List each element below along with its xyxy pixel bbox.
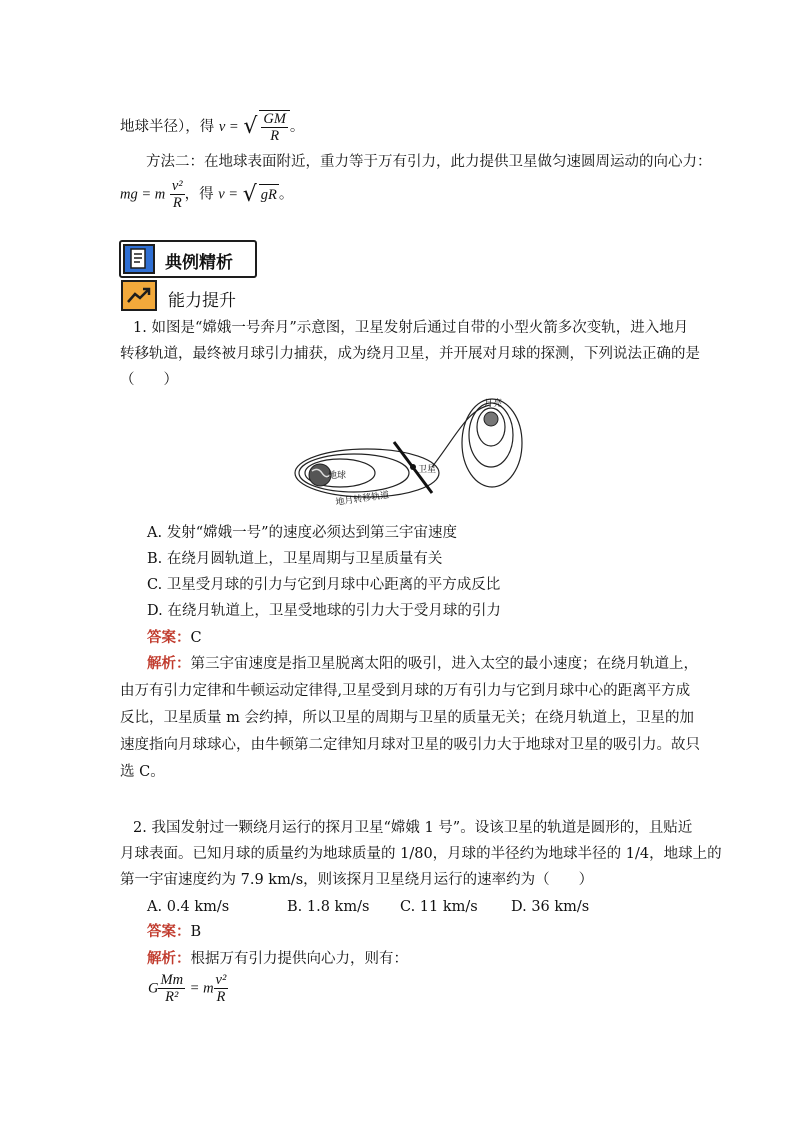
q1-answer-value: C xyxy=(190,630,202,646)
method2-line1: 方法二：在地球表面附近，重力等于万有引力，此力提供卫星做匀速圆周运动的向心力： xyxy=(146,154,712,170)
method2-den: R xyxy=(172,195,182,211)
earth-label: 地球 xyxy=(328,471,347,481)
method2-fraction xyxy=(170,178,185,211)
method1-suffix: 。 xyxy=(289,119,305,135)
method1-line xyxy=(120,110,304,144)
q1-answer-label: 答案： xyxy=(147,629,191,646)
moon-icon xyxy=(484,412,498,426)
document-icon xyxy=(123,244,155,274)
q1-stem-text1: 如图是“嫦娥一号奔月”示意图，卫星发射后通过自带的小型火箭多次变轨，进入地月 xyxy=(151,320,689,336)
orbit-label: 地月转移轨道 xyxy=(335,490,390,508)
q2-formula-frac2 xyxy=(214,972,229,1005)
method1-den: R xyxy=(270,128,280,144)
q2-formula xyxy=(148,972,228,1005)
q1-analysis-line5: 选 C。 xyxy=(120,764,165,780)
q2-formula-frac1 xyxy=(158,972,185,1005)
earth-moon-orbit-figure xyxy=(292,395,530,510)
q1-option-b: B. 在绕月圆轨道上，卫星周期与卫星质量有关 xyxy=(147,551,443,567)
examples-title: 典例精析 xyxy=(165,253,233,273)
q2-formula-den1: R² xyxy=(165,989,179,1005)
method2-num: v² xyxy=(171,178,183,194)
method1-prefix: 地球半径），得 xyxy=(120,119,215,135)
q2-number: 2. xyxy=(133,820,147,836)
q2-analysis-text: 根据万有引力提供向心力，则有： xyxy=(190,951,408,967)
method1-v-eq: v = xyxy=(218,119,239,135)
q2-analysis-line xyxy=(147,949,408,969)
sqrt-sign: √ xyxy=(243,114,258,139)
q2-formula-g: G xyxy=(148,980,159,997)
q1-answer xyxy=(147,628,202,648)
method2-root: gR xyxy=(259,184,279,205)
sqrt-sign: √ xyxy=(242,181,257,207)
method1-num: GM xyxy=(263,111,286,127)
q1-stem-line1 xyxy=(133,318,688,338)
q1-analysis-label: 解析： xyxy=(147,655,191,672)
method1-sqrt xyxy=(259,110,290,144)
examples-section-header xyxy=(119,240,257,278)
q1-number: 1. xyxy=(133,320,147,336)
q2-stem-line2: 月球表面。已知月球的质量约为地球质量的 1/80，月球的半径约为地球半径的 1/4，地球上的 xyxy=(120,846,722,862)
method2-formula xyxy=(120,178,293,211)
q2-stem-line3: 第一宇宙速度约为 7.9 km/s，则该探月卫星绕月运行的速率约为（ ） xyxy=(120,872,594,888)
q1-analysis-line1 xyxy=(147,654,698,674)
q2-option-a: A. 0.4 km/s xyxy=(147,899,230,915)
q1-option-a: A. 发射“嫦娥一号”的速度必须达到第三宇宙速度 xyxy=(147,525,458,541)
trend-icon xyxy=(121,280,157,311)
q2-stem-line1 xyxy=(133,818,692,838)
q2-stem-text1: 我国发射过一颗绕月运行的探月卫星“嫦娥 1 号”。设该卫星的轨道是圆形的，且贴近 xyxy=(151,820,693,836)
q2-formula-num1: Mm xyxy=(160,972,184,988)
method2-mg: mg = m xyxy=(120,186,166,203)
satellite-label: 卫星 xyxy=(418,465,437,475)
q1-stem-line2: 转移轨道，最终被月球引力捕获，成为绕月卫星，并开展对月球的探测，下列说法正确的是 xyxy=(120,346,700,362)
moon-label: 月亮 xyxy=(484,399,503,409)
q1-stem-line3: （ ） xyxy=(120,372,178,388)
q1-analysis-line4: 速度指向月球球心，由牛顿第二定律知月球对卫星的吸引力大于地球对卫星的吸引力。故只 xyxy=(120,737,700,753)
q2-option-b: B. 1.8 km/s xyxy=(287,899,370,915)
ability-title: 能力提升 xyxy=(168,291,236,311)
q1-analysis-text1: 第三宇宙速度是指卫星脱离太阳的吸引，进入太空的最小速度；在绕月轨道上， xyxy=(190,656,698,672)
method2-v-eq: v = xyxy=(218,186,239,203)
q1-option-c: C. 卫星受月球的引力与它到月球中心距离的平方成反比 xyxy=(147,577,501,593)
q2-formula-eq: = m xyxy=(189,980,214,997)
q2-answer-value: B xyxy=(190,924,202,940)
q2-answer-label: 答案： xyxy=(147,923,191,940)
q2-option-c: C. 11 km/s xyxy=(400,899,478,915)
q2-formula-den2: R xyxy=(216,989,226,1005)
q2-formula-num2: v² xyxy=(215,972,227,988)
method1-fraction xyxy=(261,111,288,144)
method2-mid: ，得 xyxy=(184,186,214,203)
q2-analysis-label: 解析： xyxy=(147,950,191,967)
method2-suffix: 。 xyxy=(278,186,294,203)
q1-analysis-line2: 由万有引力定律和牛顿运动定律得,卫星受到月球的万有引力与它到月球中心的距离平方成 xyxy=(120,683,691,699)
q2-answer xyxy=(147,922,201,942)
q1-option-d: D. 在绕月轨道上，卫星受地球的引力大于受月球的引力 xyxy=(147,603,501,619)
q1-analysis-line3: 反比，卫星质量 m 会约掉，所以卫星的周期与卫星的质量无关；在绕月轨道上，卫星的加 xyxy=(120,710,694,726)
q2-option-d: D. 36 km/s xyxy=(511,899,590,915)
